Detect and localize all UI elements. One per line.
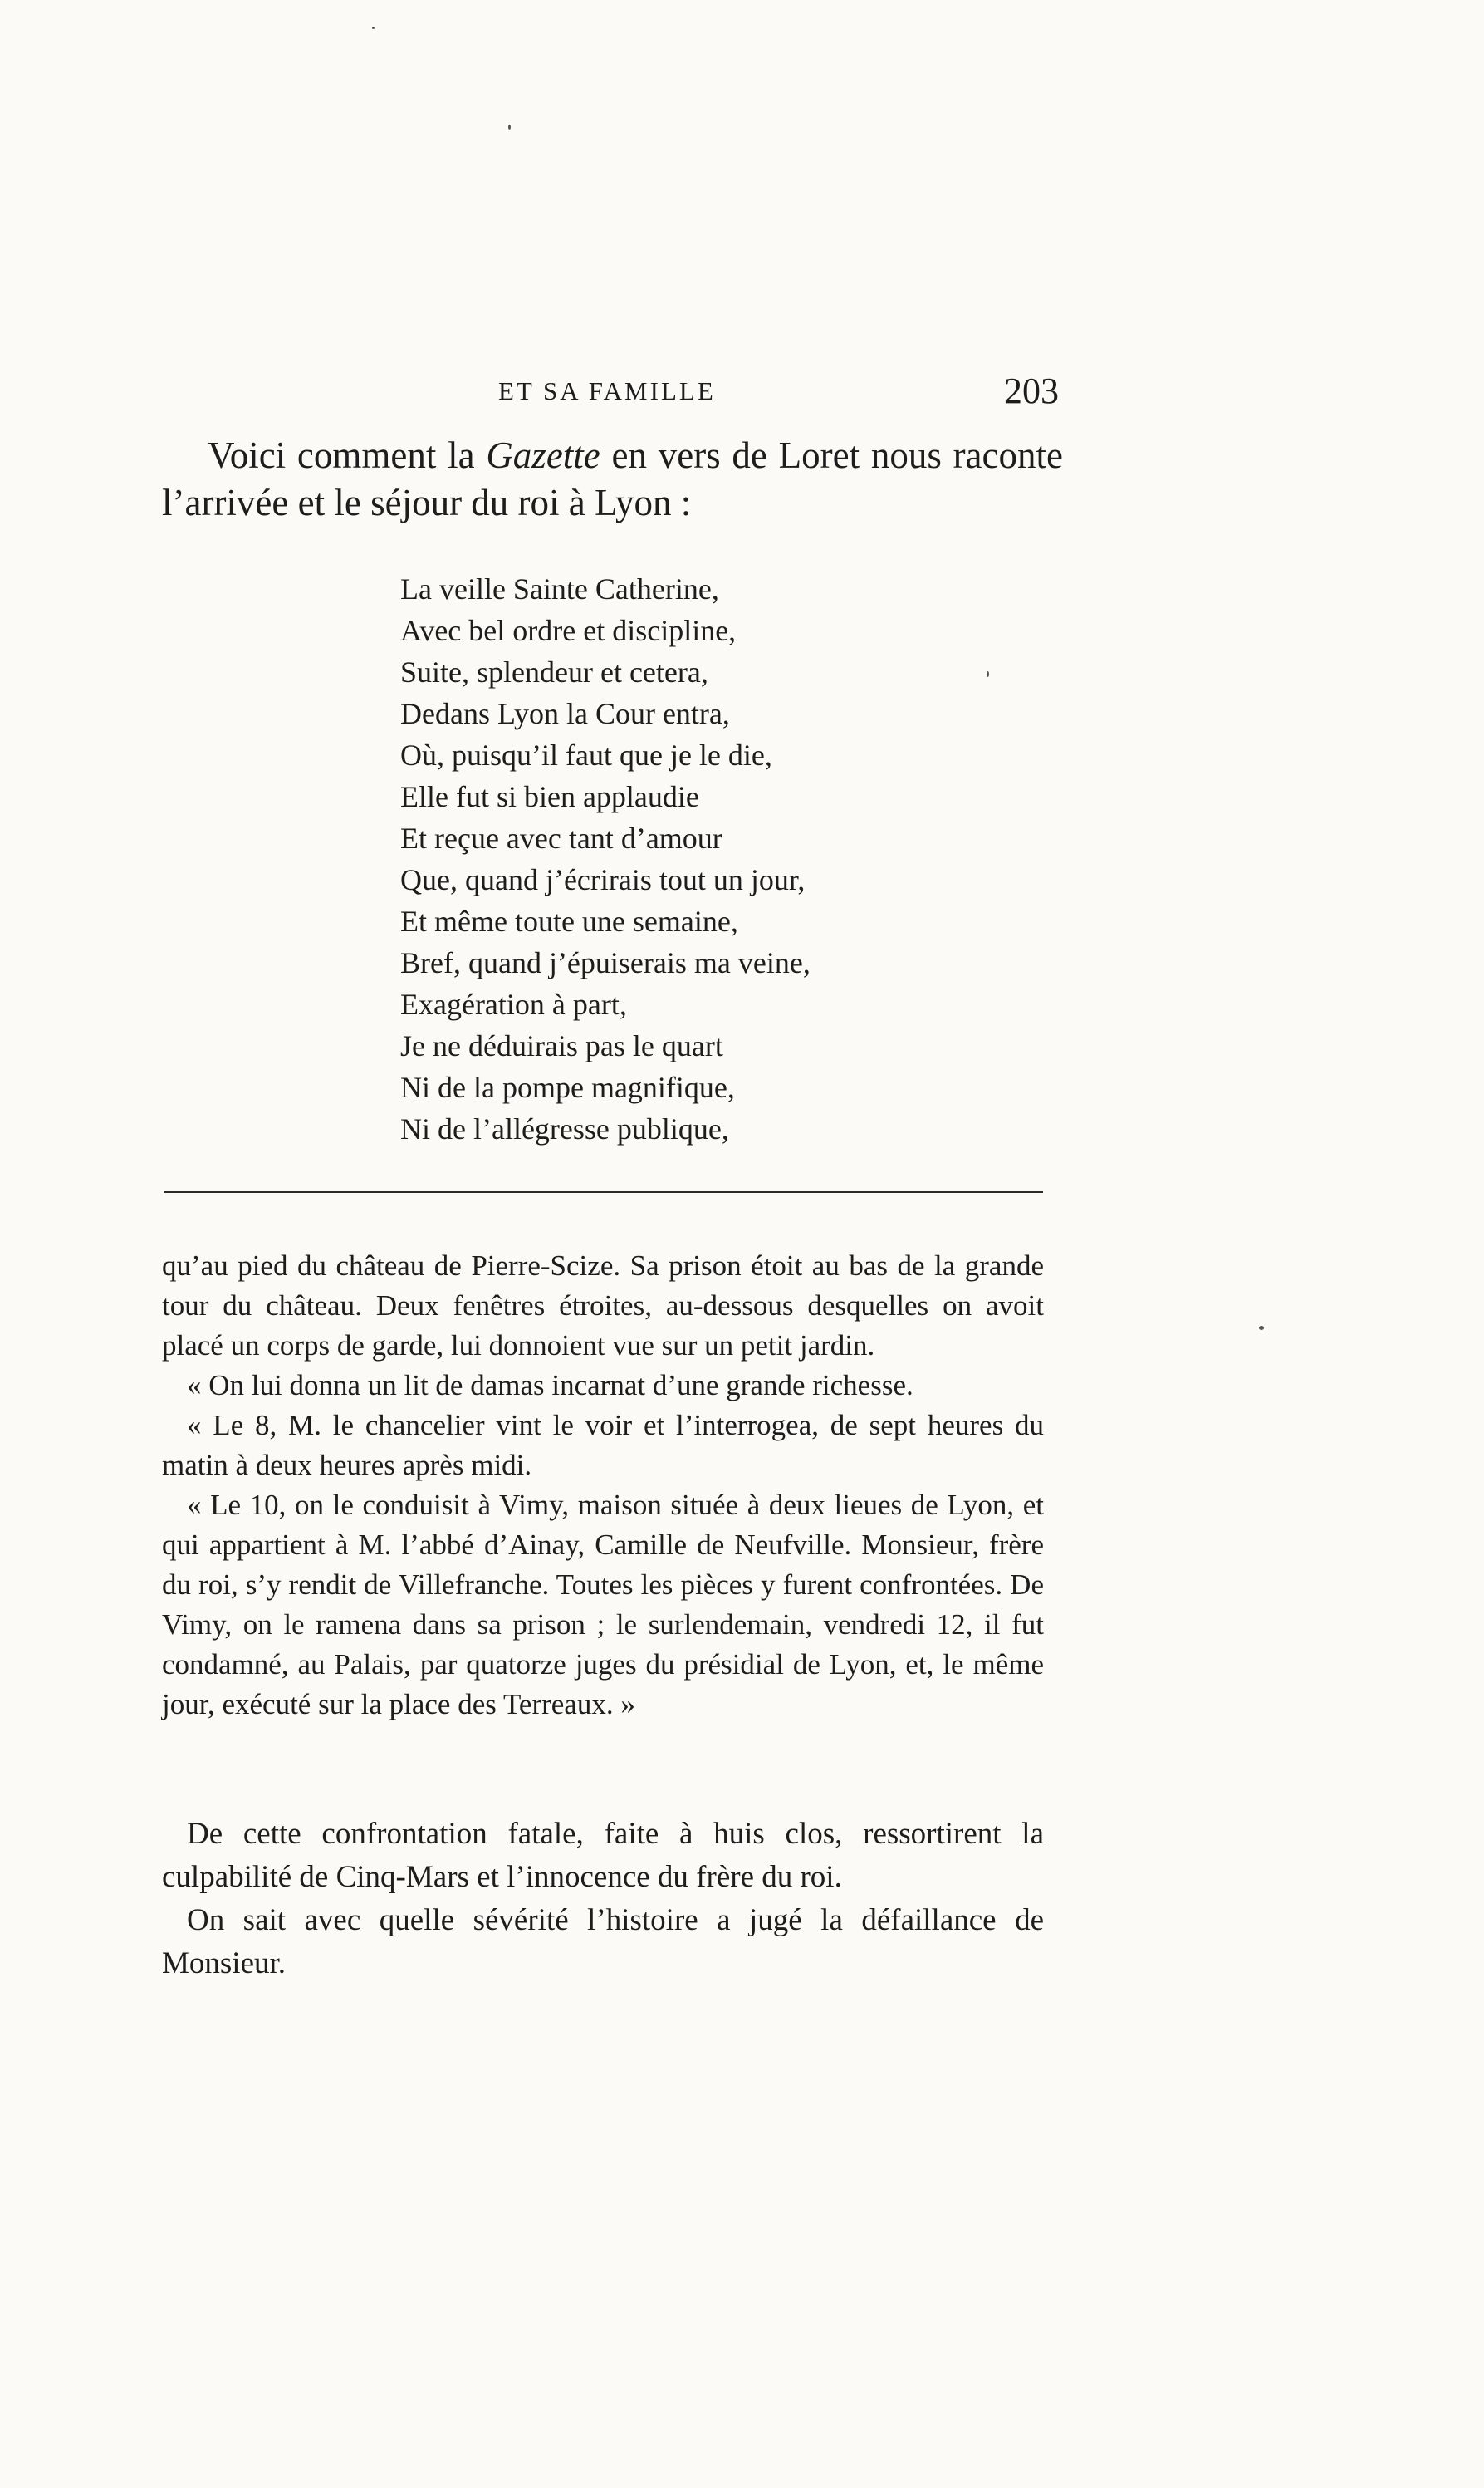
verse-line: Et reçue avec tant d’amour — [400, 822, 722, 855]
verse-line: Elle fut si bien applaudie — [400, 780, 699, 813]
verse-line: Exagération à part, — [400, 988, 627, 1021]
verse-line: Dedans Lyon la Cour entra, — [400, 697, 730, 730]
footnote-paragraph: « Le 10, on le conduisit à Vimy, maison située à deux lieues de Lyon, et qui appartient à M. l’abbé d’Ainay, Camille de Neufville. Monsieur, frère du roi, s’y rendit de Villefranche. Toutes les pièces y furent confrontées. De Vimy, on le ramena dans sa prison ; le surlendemain, vendredi 12, il fut condamné, au Palais, par quatorze juges du présidial de Lyon, et, le même jour, exécuté sur la place des Terreaux. » — [162, 1489, 1044, 1720]
verse-line: Ni de l’allégresse publique, — [400, 1112, 729, 1146]
paper-speck — [1259, 1326, 1264, 1330]
intro-italic-title: Gazette — [486, 434, 600, 476]
running-title: ET SA FAMILLE — [498, 376, 716, 405]
intro-text-end: en vers de Loret nous raconte l’arrivée et le séjour du roi à Lyon : — [162, 434, 1063, 523]
verse-line: Que, quand j’écrirais tout un jour, — [400, 863, 806, 896]
paper-speck — [987, 671, 989, 677]
verse-line: Ni de la pompe magnifique, — [400, 1071, 735, 1104]
intro-text-start: Voici comment la — [208, 434, 487, 476]
paper-speck — [372, 27, 375, 29]
main-text — [162, 1813, 1044, 1985]
verse-quotation — [400, 568, 1031, 1150]
footnote-separator — [164, 1191, 1043, 1193]
intro-paragraph — [162, 432, 1063, 527]
footnote-paragraph: « Le 8, M. le chancelier vint le voir et l’interrogea, de sept heures du matin à deux heures après midi. — [162, 1409, 1044, 1481]
verse-line: La veille Sainte Catherine, — [400, 572, 719, 606]
page-number: 203 — [1004, 371, 1059, 411]
verse-line: Où, puisqu’il faut que je le die, — [400, 739, 772, 772]
verse-line: Suite, splendeur et cetera, — [400, 655, 708, 689]
footnote-block — [162, 1246, 1044, 1725]
verse-line: Je ne déduirais pas le quart — [400, 1029, 723, 1062]
footnote-paragraph: qu’au pied du château de Pierre-Scize. Sa prison étoit au bas de la grande tour du château. Deux fenêtres étroites, au-dessous desquelles on avoit placé un corps de garde, lui donnoient vue sur un petit jardin. — [162, 1249, 1044, 1362]
verse-line: Bref, quand j’épuiserais ma veine, — [400, 946, 811, 979]
footnote-paragraph: « On lui donna un lit de damas incarnat d’une grande richesse. — [187, 1369, 913, 1401]
verse-line: Et même toute une semaine, — [400, 905, 738, 938]
verse-line: Avec bel ordre et discipline, — [400, 614, 737, 647]
body-paragraph: De cette confrontation fatale, faite à huis clos, ressortirent la culpabilité de Cinq-Mars et l’innocence du frère du roi. — [162, 1817, 1044, 1894]
paper-speck — [508, 125, 511, 130]
body-paragraph: On sait avec quelle sévérité l’histoire a jugé la défaillance de Monsieur. — [162, 1903, 1044, 1980]
page-header — [162, 370, 1059, 420]
